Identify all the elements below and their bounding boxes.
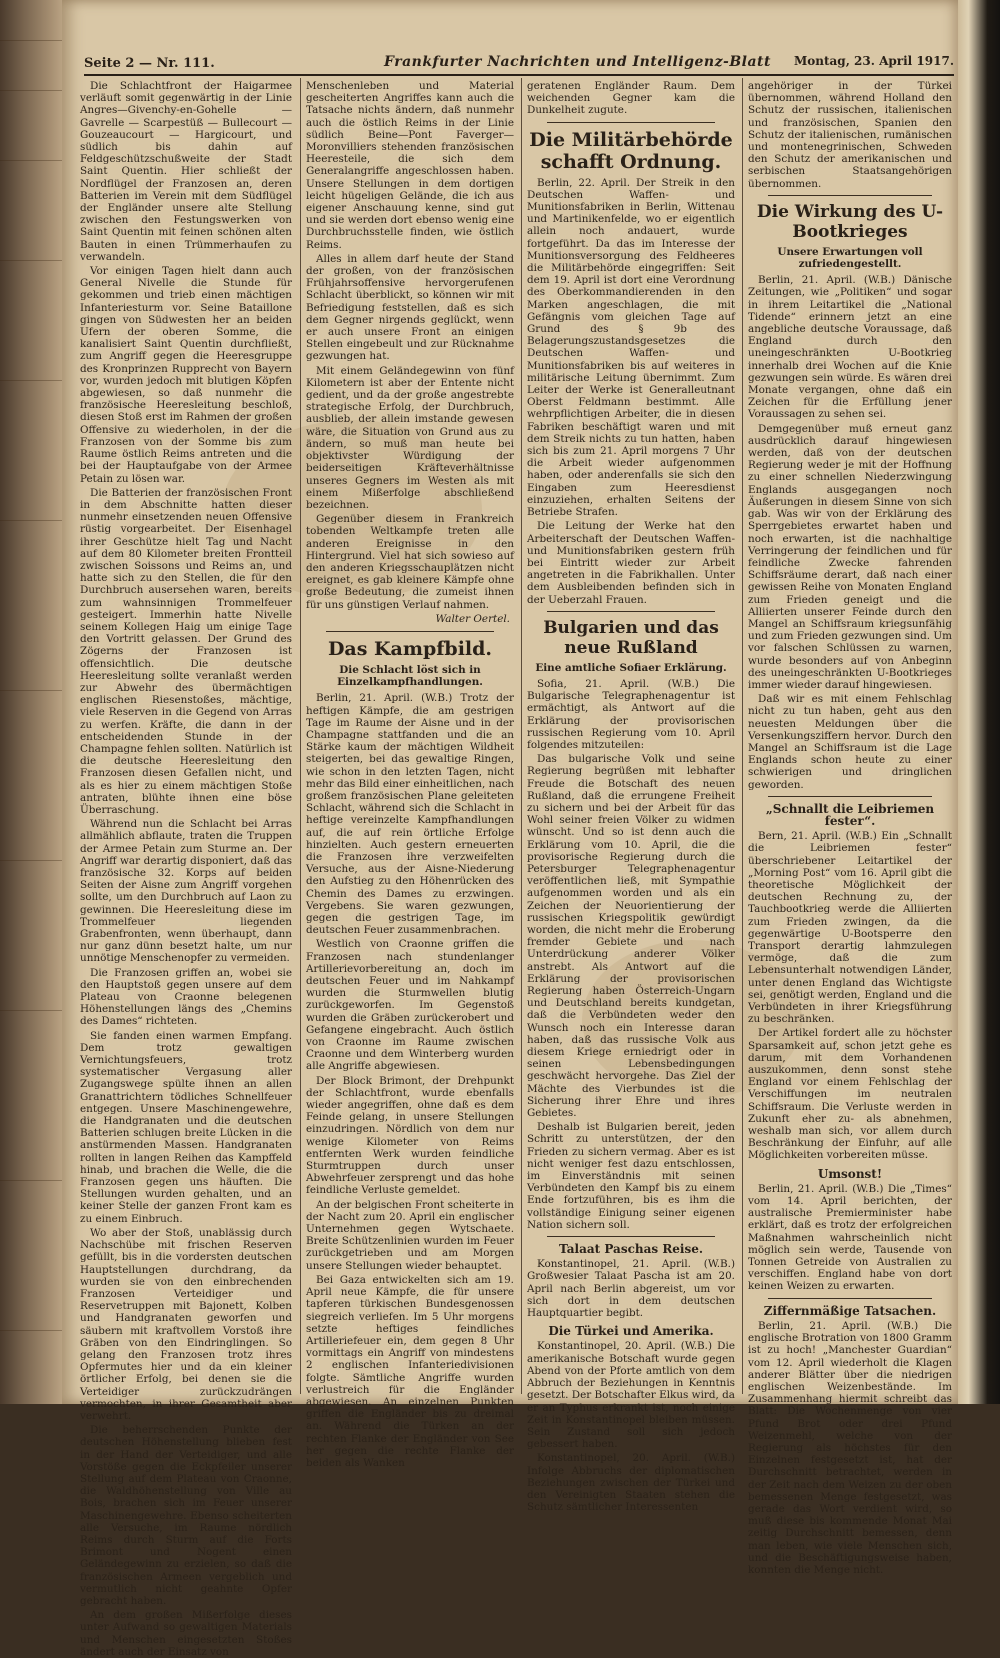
paragraph: Daß wir es mit einem Fehlschlag nicht zu tun haben, geht aus den neuesten Meldungen über die Versenkungsziffern hervor. Durch den Mangel an Schiffsraum ist die Lage Englands schon heute zu einer schwierigen und dringlichen geworden.: [748, 693, 952, 791]
column-4-intro: [748, 80, 952, 190]
article-byline: Walter Oertel.: [435, 612, 510, 625]
column-3-section-3-body: [527, 1258, 735, 1319]
section-title-kampfbild: Das Kampfbild.: [327, 637, 493, 660]
section-title-leibriemen: „Schnallt die Leibriemen fester“.: [765, 801, 935, 828]
section-subhead-ubootkrieg: Unsere Erwartungen voll zufriedengestellt.: [777, 245, 923, 271]
column-3-intro: [527, 80, 735, 117]
paragraph: Wo aber der Stoß, unablässig durch Nachschübe mit frischen Reserven gefüllt, bis in die vordersten deutschen Hauptstellungen durchdrang, da wurden sie von den einbrechenden Franzosen Verteidiger und Reservetruppen mit Bajonett, Kolben und Handgranaten geworfen und säubern mit kraftvollem Vorstoß ihre Gräben von den Eindringlingen. So gelang den Franzosen trotz ihres Opfermutes hier und da ein kleiner örtlicher Erfolg, bei denen sie die Verteidiger zurückzudrängen vermochten, in ihrer Gesamtheit aber verwehrt.: [80, 1226, 292, 1422]
paragraph: Die Franzosen griffen an, wobei sie den Hauptstoß gegen unsere auf dem Plateau von Craonne belegenen Höhenstellungen längs des „Chemins des Dames“ richteten.: [80, 966, 292, 1028]
section-title-ziffern: Ziffernmäßige Tatsachen.: [763, 1303, 937, 1318]
paragraph: Alles in allem darf heute der Stand der großen, von der französischen Frühjahrsoffensive hervorgerufenen Schlacht überblickt, so können wir mit Befriedigung feststellen, daß es sich dem Gegner nirgends geglückt, wenn er auch unsere Front an einigen Stellen eingebeult und zur Rücknahme gezwungen hat.: [306, 252, 514, 363]
paragraph: An dem großen Mißerfolge dieses unter Aufwand so gewaltigen Materials und Menschen eingesetzten Stoßes ändert auch der Einsatz von: [80, 1609, 292, 1658]
paragraph: angehöriger in der Türkei übernommen, während Holland den Schutz der russischen, italienischen und französischen, Spanien den Schutz der italienischen, rumänischen und montenegrinischen, Schweden den Schutz der amerikanischen und serbischen Staatsangehörigen übernommen.: [748, 80, 952, 190]
paragraph: Bern, 21. April. (W.B.) Ein „Schnallt die Leibriemen fester“ überschriebener Leitartikel der „Morning Post“ vom 16. April gibt die theoretische Möglichkeit der deutschen Rechnung zu, der Tauchbootkrieg werde die Alliierten zum Frieden zwingen, da die gegenwärtige U-Bootsperre den Transport derartig lahmzulegen vermöge, daß die zum Lebensunterhalt notwendigen Länder, unter denen England das Wichtigste sei, genötigt werden, England und die Verbündeten in ihrer Kriegsführung zu beschränken.: [748, 830, 952, 1026]
page-edge: [958, 0, 1000, 1404]
column-rule: [300, 78, 301, 1394]
section-divider: [768, 796, 932, 797]
paragraph: Die Batterien der französischen Front in dem Abschnitte hatten dieser nunmehr einsetzenden neuen Offensive rüstig vorgearbeitet. Der Eisenhagel ihrer Geschütze hielt Tag und Nacht auf dem 80 Kilometer breiten Frontteil zwischen Soissons und Reims an, und hatte sich zu den Stellen, die für den Durchbruch ausersehen waren, bereits zum wahnsinnigen Trommelfeuer gesteigert. Immerhin hatte Nivelle seinem Kollegen Haig um einige Tage den Vortritt gelassen. Der Grund des Zögerns der Franzosen ist offensichtlich. Die deutsche Heeresleitung sollte veranlaßt werden zur Abwehr des übermächtigen englischen Riesenstoßes, mächtige, viele Reserven in die Gegend von Arras zu werfen. Kräfte, die dann in der entscheidenden Stunde in der Champagne fehlen sollten. Natürlich ist die deutsche Heeresleitung den Franzosen diesen Gefallen nicht, und als es hier zu einem mächtigen Stoße antraten, blühte ihnen eine böse Überraschung.: [80, 486, 292, 816]
column-4-section-body: [748, 274, 952, 791]
column-1: [80, 80, 292, 1658]
paragraph: Die Schlachtfront der Haigarmee verläuft somit gegenwärtig in der Linie Angres—Givenchy-en-Gohelle — Gavrelle — Scarpestüß — Bullecourt — Gouzeaucourt — Hargicourt, und südlich bis dahin auf Feldgeschützschußweite der Stadt Saint Quentin. Hier schließt der Nordflügel der Franzosen an, deren Batterien im Verein mit dem Südflügel der Engländer unsere alte Stellung zwischen den Festungswerken von Saint Quentin mit feinen schönen alten Bauten in einen Trümmerhaufen zu verwandeln.: [80, 80, 292, 263]
column-2-intro: [306, 80, 514, 611]
column-4-section-4-body: [748, 1320, 952, 1576]
section-title-militaerbehoerde: Die Militärbehörde schafft Ordnung.: [529, 128, 733, 173]
paragraph: Menschenleben und Material gescheiterten Angriffes kann auch die Tatsache nichts ändern, daß nunmehr auch die östlich Reims in der Linie südlich Beine—Pont Faverger—Moronvilliers stehenden französischen Heeresteile, die sich dem Generalangriffe angeschlossen haben. Unsere Stellungen in dem dortigen leicht hügeligen Gelände, die ich aus eigener Anschauung kenne, sind gut und sie werden dort ebenso wenig eine Durchbruchsstelle finden, wie östlich Reims.: [306, 80, 514, 251]
masthead: [84, 52, 954, 74]
book-binding: [0, 0, 62, 1404]
section-divider: [326, 631, 494, 632]
section-title-umsonst: Umsonst!: [817, 1166, 883, 1181]
column-4-section-2-body: [748, 830, 952, 1161]
column-3-section-body: [527, 177, 735, 606]
paragraph: Der Artikel fordert alle zu höchster Sparsamkeit auf, schon jetzt gehe es darum, mit dem Vorhandenen auszukommen, denn sonst stehe England vor einem Fehlschlag der Verschiffungen im neutralen Schiffsraum. Die Verluste werden in Zukunft eher zu- als abnehmen, weshalb man sich, vor allem durch Beschränkung der Einfuhr, auf alle Möglichkeiten vorbereiten müsse.: [748, 1027, 952, 1162]
paragraph: Berlin, 21. April. (W.B.) Trotz der heftigen Kämpfe, die am gestrigen Tage im Raume der Aisne und in der Champagne stattfanden und die an Stärke kaum der mächtigen Wildheit steigerten, bei das gewaltige Ringen, wie schon in den letzten Tagen, nicht mehr das Bild einer einheitlichen, nach großem französischen Plane geleiteten Schlacht, während sich die Schlacht in heftige vereinzelte Kampfhandlungen auf, die auf rein örtliche Erfolge hinzielten. Auch gestern erneuerten die Franzosen ihre verzweifelten Versuche, aus der Aisne-Niederung den Aufstieg zu den Höhenrücken des Chemin des Dames zu erzwingen. Vergebens. Sie waren gezwungen, gegen die gestrigen Tage, im deutschen Feuer zusammenbrachen.: [306, 692, 514, 937]
paragraph: Berlin, 21. April. (W.B.) Dänische Zeitungen, wie „Politiken“ und sogar in ihrem Leitartikel die „National Tidende“ erinnern jetzt an eine angebliche deutsche Voraussage, daß England durch den uneingeschränkten U-Bootkrieg innerhalb drei Wochen auf die Knie gezwungen sein würde. Es wären drei Monate vergangen, ohne daß ein Zeichen für die Erfüllung jener Voraussagen zu sehen sei.: [748, 274, 952, 421]
paragraph: Berlin, 21. April. (W.B.) Die „Times“ vom 14. April berichten, der australische Premierminister habe erklärt, daß es trotz der erfolgreichen Maßnahmen wahrscheinlich nicht möglich sein werde, Tausende von Tonnen Getreide von Australien zu verschiffen. England habe von dort keinen Weizen zu erwarten.: [748, 1182, 952, 1293]
paragraph: geratenen Engländer Raum. Dem weichenden Gegner kam die Dunkelheit zugute.: [527, 80, 735, 117]
paragraph: Die beherrschenden Punkte der deutschen Höhenstellung blieben fest in der Hand der Verteidiger, und alle Vorstöße gegen die Eckpfeiler unserer Stellung auf dem Plateau von Craonne, die Waldhöhenstellung von Ville au Bois, brachen sich im Feuer unserer Maschinengewehre. Ebenso scheiterten alle Versuche, im Raume nördlich Reims durch Sturm auf die Forts Brimont und Nogent einen Geländegewinn zu erzielen, so daß die französischen Armeen vergeblich und vermutlich nicht geahnte Opfer gebracht haben.: [80, 1424, 292, 1607]
paragraph: Demgegenüber muß erneut ganz ausdrücklich darauf hingewiesen werden, daß von der deutschen Regierung weder je mit der Hoffnung zu einer schnellen Niederzwingung Englands ausgegangen noch Äußerungen in diesem Sinne von sich gab. Was wir von der Erklärung des Sperrgebietes erwartet haben und noch erwarten, ist die nachhaltige Verringerung der feindlichen und für feindliche Zwecke fahrenden Schiffsräume derart, daß nach einer gewissen Reihe von Monaten England zum Frieden geneigt und die Alliierten unserer Feinde durch den Mangel an Schiffsraum kriegsunfähig und zum Frieden gezwungen sind. Um vor falschen Schlüssen zu warnen, wurde besonders auf von Anbeginn des uneingeschränkten U-Bootkrieges immer wieder darauf hingewiesen.: [748, 422, 952, 691]
section-subhead-bulgarien: Eine amtliche Sofiaer Erklärung.: [535, 661, 727, 674]
paragraph: Sofia, 21. April. (W.B.) Die Bulgarische Telegraphenagentur ist ermächtigt, als Antwort auf die Erklärung der provisorischen russischen Regierung vom 10. April folgendes mitzuteilen:: [527, 677, 735, 751]
section-title-ubootkrieg: Die Wirkung des U-Bootkrieges: [756, 201, 944, 242]
column-4-section-3-body: [748, 1183, 952, 1293]
paragraph: Berlin, 21. April. (W.B.) Die englische Brotration von 1800 Gramm ist zu hoch! „Manchester Guardian“ vom 12. April wiederholt die Klagen anderer Blätter über die niedrigen englischen Weizenbestände. Im Zusammenhang hiermit schreibt das Blatt: Die Wochenmenge von vier Pfund Brot oder drei Pfund Weizenmehl, welche von der Regierung als höchstes für den Einzelnen festgesetzt ist, hat der Durchschnitt betrachtet, werden in der Zeit nach dem Weizen zu der oben bemessenen Menge festgesetzt, was gerade das Wort verdient wird, so muß diese bis kommende Monat Mai zeitig Durchschnitt bemessen, denn man leben, wie viele Menschen sich, und die Beschäftigungsweise haben, konnten die Menge nicht.: [748, 1319, 952, 1576]
paragraph: Der Block Brimont, der Drehpunkt der Schlachtfront, wurde ebenfalls wieder angegriffen, ohne daß es dem Feinde gelang, in unsere Stellungen einzudringen. Nördlich von dem nur wenige Kilometer von Reims entfernten Werk wurden feindliche Sturmtruppen durch unser Abwehrfeuer zersprengt und das hohe feindliche Verluste gemeldet.: [306, 1074, 514, 1197]
section-title-tuerkei: Die Türkei und Amerika.: [548, 1324, 714, 1339]
paragraph: An der belgischen Front scheiterte in der Nacht zum 20. April ein englischer Unternehmen gegen Wytschaete. Breite Schützenlinien wurden im Feuer zurückgetrieben und am Morgen unsere Stellungen wieder behauptet.: [306, 1198, 514, 1272]
column-rule: [742, 78, 743, 1394]
paragraph: Während nun die Schlacht bei Arras allmählich abflaute, traten die Truppen der Armee Petain zum Sturme an. Der Angriff war derartig disponiert, daß das französische 32. Korps auf beiden Seiten der Aisne zum Angriff vorgehen sollte, um den Durchbruch auf Laon zu gewinnen. Die Heeresleitung diese im Trommelfeuer liegenden Grabenfronten, wenn überhaupt, dann nur ganz dünn besetzt halte, um nur unnötige Menschenopfer zu vermeiden.: [80, 818, 292, 965]
section-divider: [768, 1298, 932, 1299]
column-3: [527, 80, 735, 1514]
section-title-talaat: Talaat Paschas Reise.: [558, 1242, 704, 1257]
section-subhead-kampfbild: Die Schlacht löst sich in Einzelkampfhandlungen.: [337, 663, 483, 689]
paragraph: Konstantinopel, 20. April. (W.B.) Infolge Abbruchs der diplomatischen Beziehungen zwischen der Türkei und den Vereinigten Staaten stehen die Schutz sämtlicher Interessenten: [527, 1452, 735, 1514]
paragraph: Vor einigen Tagen hielt dann auch General Nivelle die Stunde für gekommen und trieb einen mächtigen Infanteriesturm vor. Seine Bataillone gingen von Südwesten her an beiden Ufern der oberen Somme, die kanalisiert Saint Quentin durchfließt, zum Angriff gegen die Heeresgruppe des Kronprinzen Rupprecht von Bayern vor, wurden jedoch mit blutigen Köpfen abgewiesen, so daß nunmehr die französische Heeresleitung beschloß, diesen Stoß erst im Rahmen der großen Offensive zu wiederholen, in der die Franzosen von der Somme bis zum Raume östlich Reims antreten und die bei der Hauptaufgabe von der Armee Petain zu lösen war.: [80, 265, 292, 485]
column-3-section-2-body: [527, 678, 735, 1231]
column-4: [748, 80, 952, 1576]
paragraph: Das bulgarische Volk und seine Regierung begrüßen mit lebhafter Freude die Botschaft des neuen Rußland, daß die errungene Freiheit zu sichern und bei der Arbeit für das Wohl seiner freien Völker zu widmen wünscht. Und so ist denn auch die Erklärung vom 10. April, die die provisorische Regierung durch die Petersburger Telegraphenagentur veröffentlichen ließ, mit Sympathie aufgenommen worden und als ein Zeichen der Neuorientierung der russischen Kriegspolitik gewürdigt worden, die nicht mehr die Eroberung fremder Gebiete und nach Unterdrückung anderer Völker anstrebt. Als Antwort auf die Erklärung der provisorischen Regierung haben Österreich-Ungarn und Deutschland bereits kundgetan, daß die Verbündeten weder den Wunsch noch ein Interesse daran haben, daß das russische Volk aus diesem Kriege erniedrigt oder in seinen Lebensbedingungen geschwächt hervorgehe. Das Ziel der Mächte des Vierbundes ist die Sicherung ihrer Ehre und ihres Gebietes.: [527, 753, 735, 1120]
paragraph: Westlich von Craonne griffen die Franzosen nach stundenlanger Artillerievorbereitung an, doch im deutschen Feuer und im Nahkampf wurden die Sturmwellen blutig zurückgeworfen. Im Gegenstoß wurden die Gräben zurückerobert und Gefangene eingebracht. Auch östlich von Craonne im Raume zwischen Craonne und dem Winterberg wurden alle Angriffe abgewiesen.: [306, 938, 514, 1073]
paragraph: Deshalb ist Bulgarien bereit, jeden Schritt zu unterstützen, der den Frieden zu sichern vermag. Aber es ist nicht weniger fest dazu entschlossen, im Einverständnis mit seinen Verbündeten den Kampf bis zu einem Ende fortzuführen, bis es ihm die vollständige Einigung seiner eigenen Nation sichern soll.: [527, 1121, 735, 1231]
paragraph: Mit einem Geländegewinn von fünf Kilometern ist aber der Entente nicht gedient, und da der große angestrebte strategische Erfolg, der Durchbruch, ausblieb, der allein imstande gewesen wäre, die Situation von Grund aus zu ändern, so muß man heute bei objektivster Würdigung der beiderseitigen Kräfteverhältnisse unseres Gegners im Westen als mit einem Mißerfolge abschließend bezeichnen.: [306, 364, 514, 511]
paper-name: Frankfurter Nachrichten und Intelligenz-Blatt: [384, 54, 771, 70]
section-divider: [547, 1236, 715, 1237]
header-rule: [84, 74, 954, 76]
paragraph: Die Leitung der Werke hat den Arbeiterschaft der Deutschen Waffen- und Munitionsfabriken gestern früh bei Eintritt wieder zur Arbeit angetreten in die Fabrikhallen. Unter dem Ausbleibenden befinden sich in der Ueberzahl Frauen.: [527, 520, 735, 606]
newspaper-page: [62, 0, 958, 1658]
paragraph: Konstantinopel, 20. April. (W.B.) Die amerikanische Botschaft wurde gegen Abend von der Pforte amtlich von dem Abbruch der Beziehungen in Kenntnis gesetzt. Der Botschafter Elkus wird, da er an Typhus erkrankt ist, noch einige Zeit in Konstantinopel bleiben müssen. Sein Zustand soll sich jedoch gebessert haben.: [527, 1340, 735, 1451]
column-2-section-body: [306, 692, 514, 1469]
section-title-bulgarien: Bulgarien und das neue Rußland: [543, 617, 719, 658]
column-rule: [521, 78, 522, 1394]
paragraph: Konstantinopel, 21. April. (W.B.) Großwesier Talaat Pascha ist am 20. April nach Berlin abgereist, um vor sich dort in dem deutschen Hauptquartier begibt.: [527, 1258, 735, 1320]
paragraph: Gegenüber diesem in Frankreich tobenden Weltkampfe treten alle anderen Ereignisse in den Hintergrund. Viel hat sich sowieso auf den anderen Kriegsschauplätzen nicht ereignet, es gab kleinere Kämpfe ohne große Bedeutung, die zumeist ihnen für uns günstigen Verlauf nahmen.: [306, 513, 514, 611]
page-label: Seite 2 — Nr. 111.: [84, 56, 215, 71]
section-divider: [547, 122, 715, 123]
column-3-section-4-body: [527, 1340, 735, 1513]
column-1-body: [80, 80, 292, 1658]
paragraph: Berlin, 22. April. Der Streik in den Deutschen Waffen- und Munitionsfabriken in Berlin, Wittenau und Martinikenfelde, wo er eigentlich allein noch andauert, wurde fortgeführt. Da das im Interesse der Munitionsversorgung des Feldheeres die Militärbehörde eingegriffen: Seit dem 19. April ist dort eine Verordnung des Oberkommandierenden in den Marken angeschlagen, die mit Gefängnis vom gleichen Tage auf Grund des § 9b des Belagerungszustandsgesetzes die Deutschen Waffen- und Munitionsfabriken bis auf weiteres in militärische Leitung übernimmt. Zum Leiter der Werke ist Generalleutnant Oberst Feldmann bestimmt. Alle wehrpflichtigen Arbeiter, die in diesen Fabriken beschäftigt waren und mit dem Streik nichts zu tun hatten, haben sich bis zum 21. April morgens 7 Uhr die Arbeit wieder aufgenommen haben, oder anderenfalls sie sich den Eingaben zum Heeresdienst einzuziehen, erhalten Seitens der Betriebe Strafen.: [527, 176, 735, 519]
section-divider: [768, 195, 932, 196]
paragraph: Bei Gaza entwickelten sich am 19. April neue Kämpfe, die für unsere tapferen türkischen Bundesgenossen siegreich verliefen. Im 5 Uhr morgens setzte heftiges feindliches Artilleriefeuer ein, dem gegen 8 Uhr vormittags ein Angriff von mindestens 2 englischen Infanteriedivisionen folgte. Sämtliche Angriffe wurden verlustreich für die Engländer abgewiesen. An einzelnen Punkten griffen die Engländer bis zu dreimal an. Während die Türken an der rechten Flanke der Engländer von See her gegen die rechte Flanke der beiden als Wanken: [306, 1273, 514, 1469]
column-2: [306, 80, 514, 1469]
section-divider: [547, 611, 715, 612]
paragraph: Sie fanden einen warmen Empfang. Dem trotz gewaltigen Vernichtungsfeuers, trotz systematischer Vergasung aller Zugangswege spülte ihnen an allen Granattrichtern tödliches Schnellfeuer entgegen. Unsere Maschinengewehre, die Handgranaten und die deutschen Batterien schlugen breite Lücken in die anstürmenden Massen. Handgranaten rollten in langen Reihen das Kampffeld hinab, und brachen die Welle, die die Franzosen gegen uns häuften. Die Stellungen wurden gehalten, und an keiner Stelle der ganzen Front kam es zu einem Einbruch.: [80, 1029, 292, 1225]
issue-date: Montag, 23. April 1917.: [793, 54, 954, 68]
